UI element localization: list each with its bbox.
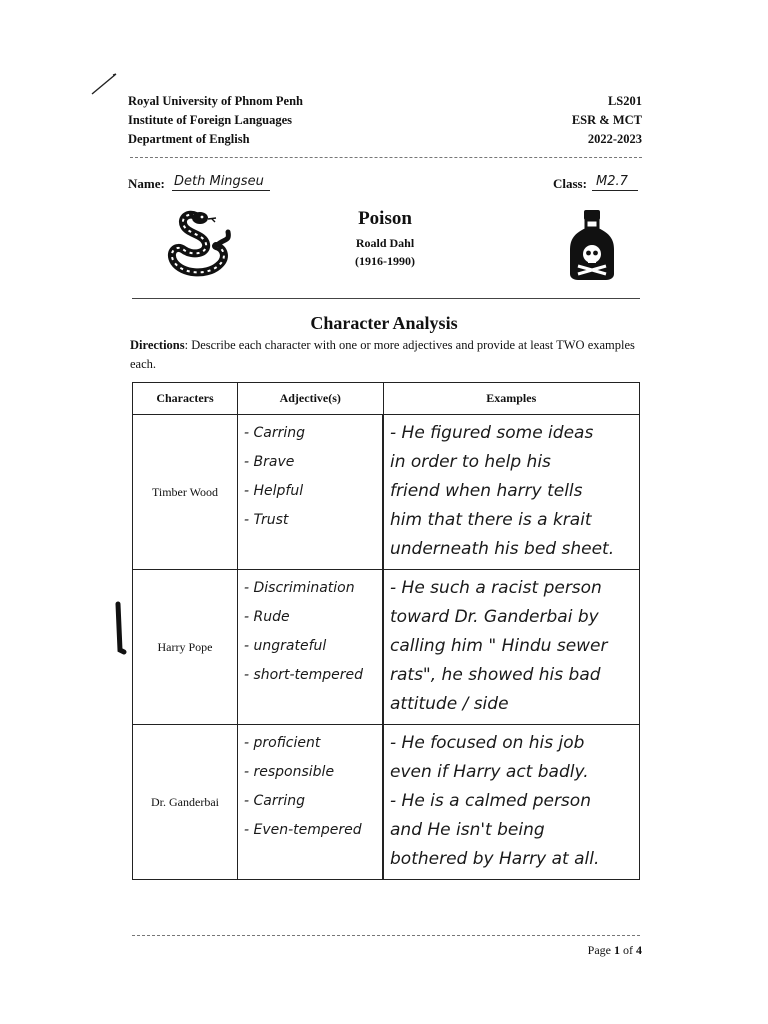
table-row [133, 415, 640, 570]
directions-text: : Describe each character with one or more adjectives and provide at least TWO examples each. [130, 338, 635, 371]
class-label: Class: [553, 176, 587, 191]
name-field[interactable]: Deth Mingseu [172, 174, 270, 191]
example-line: rats", he showed his bad [390, 665, 601, 685]
example-line: attitude / side [390, 694, 509, 714]
snake-icon [158, 208, 234, 282]
directions [130, 336, 642, 374]
adjective: - proficient [244, 735, 321, 751]
adjectives-cell[interactable] [238, 415, 384, 570]
pen-mark [88, 68, 122, 98]
example-line: - He such a racist person [390, 578, 602, 598]
adjective: - Even-tempered [244, 822, 362, 838]
adjective: - Discrimination [244, 580, 355, 596]
poem-author: Roald Dahl [355, 236, 415, 250]
page-prefix: Page [587, 943, 614, 957]
table-header-row [133, 383, 640, 415]
page-total: 4 [636, 943, 642, 957]
example-line: - He is a calmed person [390, 791, 591, 811]
example-line: - He focused on his job [390, 733, 585, 753]
header-examples: Examples [383, 383, 640, 415]
example-line: toward Dr. Ganderbai by [390, 607, 599, 627]
adjective: - Rude [244, 609, 290, 625]
character-name: Timber Wood [133, 415, 238, 570]
table-row [133, 725, 640, 880]
character-name: Dr. Ganderbai [133, 725, 238, 880]
examples-cell[interactable] [383, 725, 640, 880]
footer-divider [132, 935, 640, 936]
adjective: - ungrateful [244, 638, 327, 654]
page-number [588, 943, 642, 958]
page-current: 1 [614, 943, 620, 957]
example-line: him that there is a krait [390, 510, 592, 530]
character-name: Harry Pope [133, 570, 238, 725]
academic-year: 2022-2023 [587, 132, 642, 146]
adjective: - short-tempered [244, 667, 364, 683]
adjectives-cell[interactable] [238, 570, 384, 725]
adjective: - responsible [244, 764, 335, 780]
adjectives-cell[interactable] [238, 725, 384, 880]
institution-header [128, 92, 303, 149]
examples-cell[interactable] [383, 570, 640, 725]
example-line: friend when harry tells [390, 481, 583, 501]
header-adjectives: Adjective(s) [238, 383, 384, 415]
header-characters: Characters [133, 383, 238, 415]
poem-title: Poison [358, 208, 412, 229]
adjective: - Carring [244, 793, 306, 809]
example-line: in order to help his [390, 452, 551, 472]
header-divider [130, 157, 642, 158]
example-line: - He figured some ideas [390, 423, 594, 443]
university-name: Royal University of Phnom Penh [128, 94, 303, 108]
course-header [572, 92, 642, 149]
example-line: even if Harry act badly. [390, 762, 589, 782]
course-code: LS201 [607, 94, 642, 108]
example-line: bothered by Harry at all. [390, 849, 600, 869]
author-years: (1916-1990) [355, 254, 415, 268]
directions-label: Directions [130, 338, 185, 352]
page-sep: of [620, 943, 636, 957]
title-divider [132, 298, 640, 299]
example-line: and He isn't being [390, 820, 545, 840]
adjective: - Brave [244, 454, 295, 470]
example-line: underneath his bed sheet. [390, 539, 615, 559]
poison-bottle-icon [566, 208, 618, 282]
institute-name: Institute of Foreign Languages [128, 113, 293, 127]
table-row [133, 570, 640, 725]
name-label: Name: [128, 176, 165, 191]
course-group: ESR & MCT [571, 113, 642, 127]
department-name: Department of English [128, 132, 250, 146]
class-field[interactable]: M2.7 [592, 174, 638, 191]
ink-mark [110, 600, 130, 660]
adjective: - Carring [244, 425, 306, 441]
examples-cell[interactable] [383, 415, 640, 570]
example-line: calling him " Hindu sewer [390, 636, 608, 656]
adjective: - Helpful [244, 483, 304, 499]
section-title: Character Analysis [310, 313, 458, 333]
adjective: - Trust [244, 512, 289, 528]
character-analysis-table [132, 382, 640, 880]
